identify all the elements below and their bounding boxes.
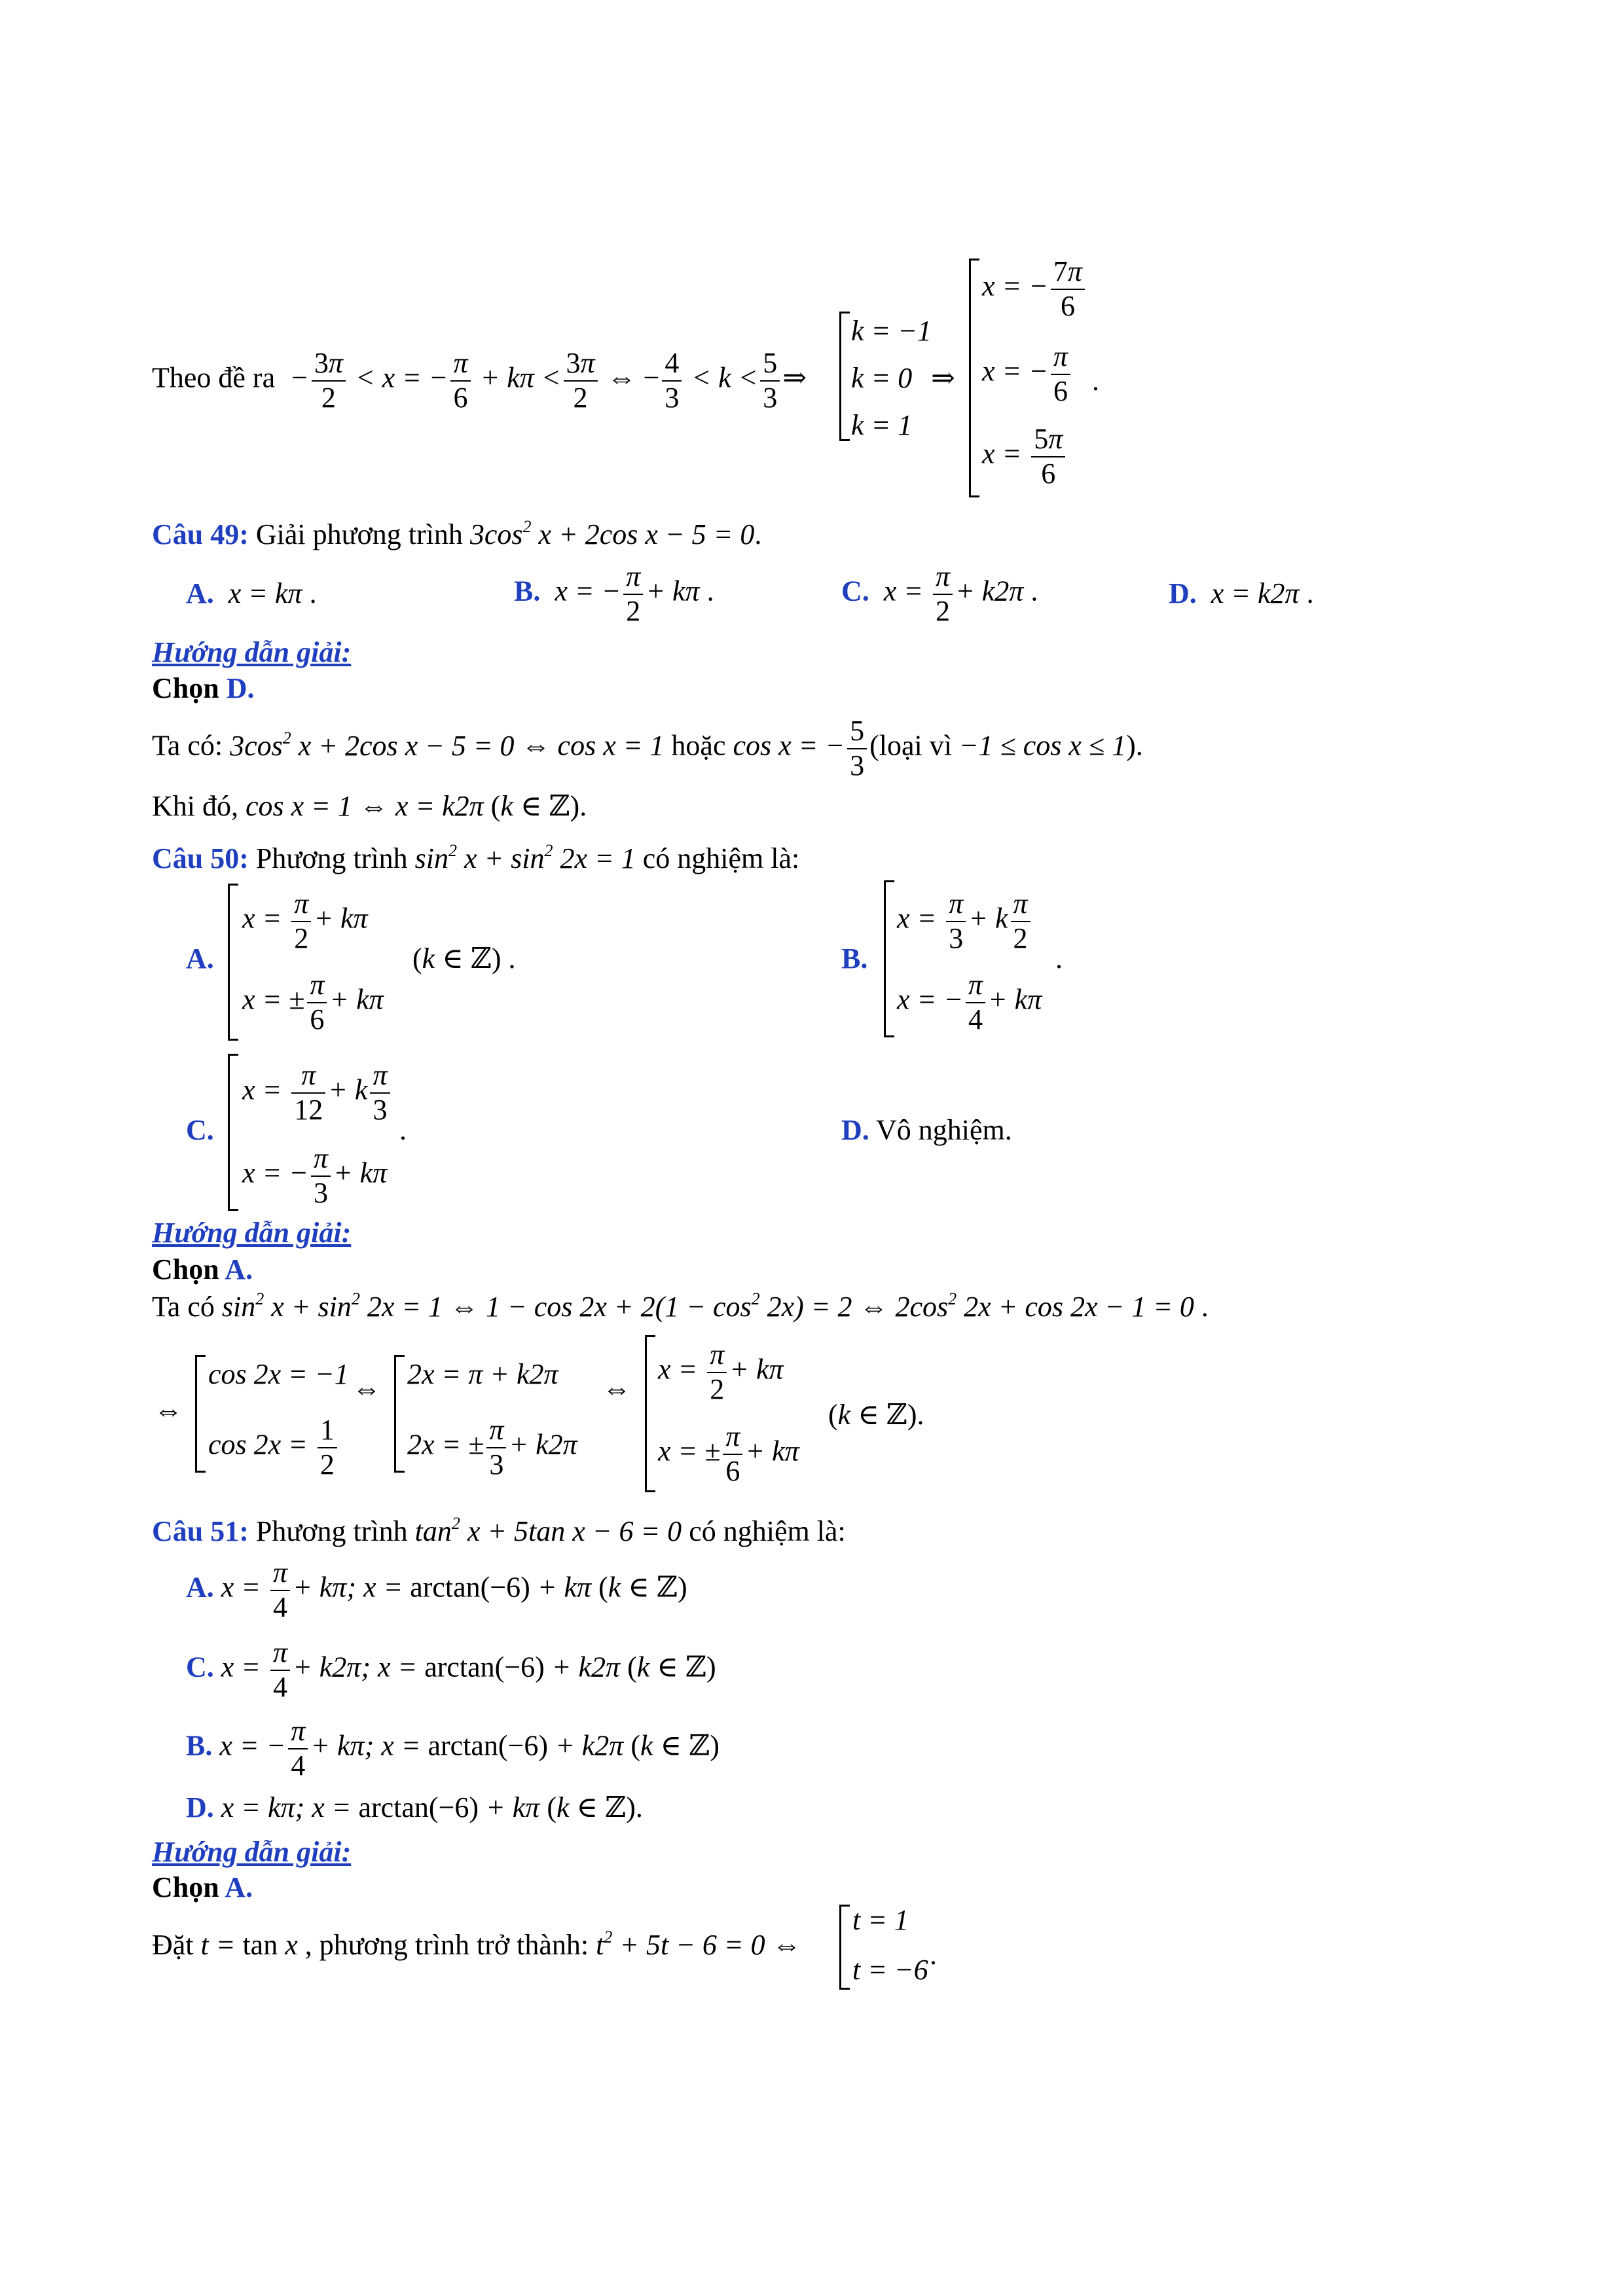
q51-answer — [152, 1873, 253, 1902]
chain-2-line-2: 2x = ± $\frac{\pi}{3}$ + k2π — [407, 1414, 577, 1480]
answer-letter: A. — [225, 1253, 253, 1285]
top-derivation: Theo đề ra − $\frac{3\pi}{2}$ < x = − $\frac{\pi}{6}$ + kπ < $\frac{3\pi}{2}$ ⇔ − $\frac{4}{3}$ < k < $\frac{5}{3}$ ⇒ — [152, 347, 807, 414]
chain-2-line-1: 2x = π + k2π — [407, 1358, 558, 1390]
question-51: Câu 51: Phương trình $\tan^2 x + 5\tan$ x − 6 = 0 có nghiệm là: — [152, 1514, 846, 1547]
answer-letter: A. — [225, 1871, 253, 1903]
question-label: Câu 51: — [152, 1515, 249, 1547]
k-value: k = −1 — [851, 315, 932, 347]
q50-a-bracket — [228, 884, 230, 1041]
k-system-bracket — [839, 312, 841, 441]
q49-option-a[interactable]: A. x = kπ . — [186, 577, 317, 609]
q51-solution-line-1: Đặt t = tan x , phương trình trở thành: $t^2 + 5t - 6 = 0$ ⇔ — [152, 1928, 801, 1961]
x-solution-3: x = $\frac{5\pi}{6}$ — [982, 423, 1068, 490]
implies-arrow: ⇒ — [931, 362, 955, 394]
k-value: k = 1 — [851, 409, 913, 441]
q51-option-d[interactable]: D. x = kπ; x = arctan(−6) + kπ (k ∈ ℤ). — [186, 1791, 643, 1823]
x-solution-1: x = − $\frac{7\pi}{6}$ — [982, 255, 1087, 323]
q50-solution-line-1: Ta có $\sin^2 x + \sin^2 2x = 1$ ⇔ $1 - \cos 2x + 2(1 - \cos^2 2x) = 2$ ⇔ $2\cos^2$ 2x + cos 2x − 1 = 0 . — [152, 1289, 1209, 1323]
period: . — [399, 1114, 407, 1146]
question-49: Câu 49: Giải phương trình $3\cos^2$ x + 2cos x − 5 = 0. — [152, 517, 762, 550]
q51-option-c[interactable]: C. x = $\frac{\pi}{4}$ + k2π; x = arctan(−6) + k2π (k ∈ ℤ) — [186, 1636, 716, 1703]
q50-c-line-1: x = $\frac{\pi}{12}$ + k $\frac{\pi}{3}$ — [242, 1059, 393, 1126]
equiv-arrow: ⇔ — [602, 1372, 631, 1405]
q49-option-c[interactable]: C. x = $\frac{\pi}{2}$ + k2π . — [841, 560, 1038, 627]
option-letter: B. — [514, 575, 541, 607]
x-solution-2: x = − $\frac{\pi}{6}$ — [982, 340, 1073, 408]
q50-a-line-2: x = ± $\frac{\pi}{6}$ + kπ — [242, 969, 384, 1035]
answer-letter: D. — [226, 672, 255, 704]
q50-c-bracket — [228, 1054, 230, 1211]
q49-solution-line-2: Khi đó, cos x = 1 ⇔ x = k2π (k ∈ ℤ). — [152, 790, 587, 822]
lead-text: Theo đề ra — [152, 361, 276, 394]
q50-chain-bracket-3 — [645, 1335, 647, 1492]
option-text: Vô nghiệm. — [876, 1114, 1012, 1146]
question-label: Câu 49: — [152, 518, 249, 550]
period: . — [930, 1939, 937, 1971]
q50-a-domain: (k ∈ ℤ) . — [412, 942, 516, 975]
q50-chain-bracket-2 — [394, 1355, 396, 1473]
q49-answer — [152, 674, 255, 703]
equiv-arrow: ⇔ — [352, 1372, 381, 1405]
q50-option-a[interactable]: A. — [186, 942, 214, 975]
q50-a-line-1: x = $\frac{\pi}{2}$ + kπ — [242, 888, 368, 954]
chain-3-line-1: x = $\frac{\pi}{2}$ + kπ — [658, 1338, 784, 1405]
option-letter: C. — [841, 575, 869, 607]
period: . — [1092, 365, 1099, 397]
chain-3-line-2: x = ± $\frac{\pi}{6}$ + kπ — [658, 1420, 799, 1487]
option-letter: D. — [1169, 577, 1197, 609]
q50-answer — [152, 1255, 253, 1284]
q51-roots-bracket — [839, 1905, 841, 1990]
q49-solution-line-1: Ta có: $3\cos^2$ x + 2cos x − 5 = 0 ⇔ cos x = 1 hoặc cos x = − $\frac{5}{3}$ (loại vì −1 ≤ cos x ≤ 1). — [152, 715, 1143, 781]
x-system-bracket — [969, 259, 971, 497]
q50-option-c[interactable]: C. — [186, 1114, 214, 1146]
choose-label: Chọn — [152, 1253, 219, 1285]
option-letter: A. — [186, 577, 214, 609]
chain-domain: (k ∈ ℤ). — [828, 1399, 924, 1431]
q50-option-d[interactable]: D. Vô nghiệm. — [841, 1114, 1012, 1146]
question-label: Câu 50: — [152, 842, 249, 874]
choose-label: Chọn — [152, 672, 219, 704]
root-2: t = −6 — [852, 1954, 928, 1986]
equiv-arrow: ⇔ — [154, 1394, 183, 1426]
q50-guide-heading: Hướng dẫn giải: — [152, 1217, 352, 1249]
q49-option-d[interactable]: D. x = k2π . — [1169, 577, 1314, 609]
q49-option-b[interactable]: B. x = − $\frac{\pi}{2}$ + kπ . — [514, 560, 714, 627]
root-1: t = 1 — [852, 1904, 909, 1936]
q50-b-line-1: x = $\frac{\pi}{3}$ + k $\frac{\pi}{2}$ — [897, 888, 1033, 955]
q50-b-bracket — [884, 880, 886, 1037]
q50-b-line-2: x = − $\frac{\pi}{4}$ + kπ — [897, 969, 1042, 1035]
chain-1-line-1: cos 2x = −1 — [208, 1358, 349, 1390]
q51-option-a[interactable]: A. x = $\frac{\pi}{4}$ + kπ; x = arctan(−6) + kπ (k ∈ ℤ) — [186, 1556, 687, 1623]
q50-chain-bracket-1 — [195, 1355, 197, 1473]
choose-label: Chọn — [152, 1871, 219, 1903]
q51-option-b[interactable]: B. x = − $\frac{\pi}{4}$ + kπ; x = arctan(−6) + k2π (k ∈ ℤ) — [186, 1715, 720, 1782]
q49-guide-heading: Hướng dẫn giải: — [152, 636, 352, 668]
question-50: Câu 50: Phương trình $\sin^2 x + \sin^2 2x = 1$ có nghiệm là: — [152, 841, 800, 874]
question-text: Giải phương trình — [255, 518, 463, 550]
chain-1-line-2: cos 2x = $\frac{1}{2}$ — [208, 1414, 340, 1481]
q50-option-b[interactable]: B. — [841, 942, 868, 975]
period: . — [1055, 942, 1063, 975]
q50-c-line-2: x = − $\frac{\pi}{3}$ + kπ — [242, 1142, 388, 1209]
k-value: k = 0 — [851, 362, 913, 394]
q51-guide-heading: Hướng dẫn giải: — [152, 1836, 352, 1868]
